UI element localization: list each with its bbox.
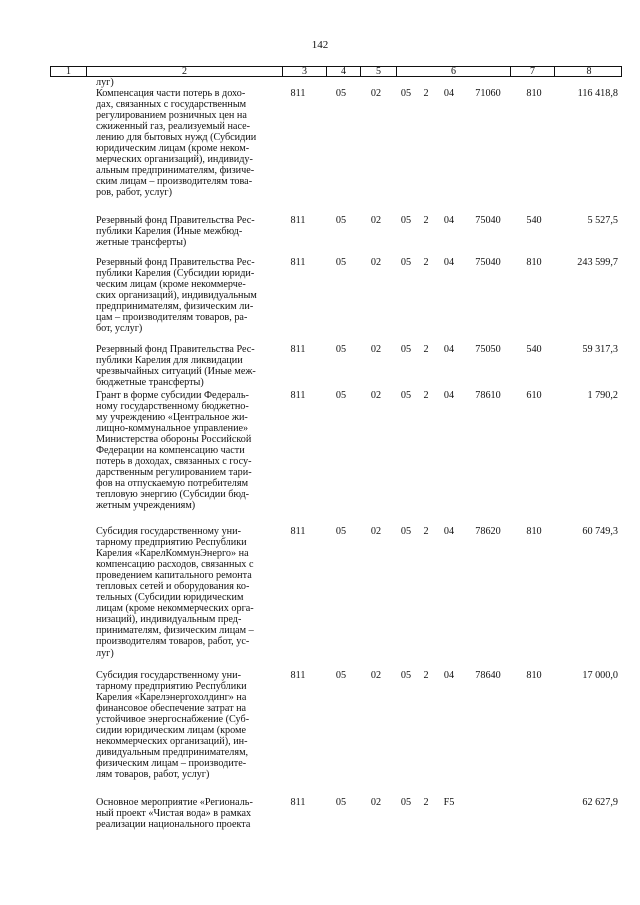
cell-program: 05 xyxy=(400,88,412,99)
cell-expense-type: 610 xyxy=(526,390,542,401)
description-line: бот, услуг) xyxy=(96,323,143,335)
cell-section: 05 xyxy=(335,215,347,226)
description-line: тепловую энергию (Субсидии бюд- xyxy=(96,489,250,501)
description-line: бюджетные трансферты) xyxy=(96,377,204,389)
description-line: принимателям, физическим лицам – xyxy=(96,625,254,637)
cell-program: 05 xyxy=(400,797,412,808)
description-line: публики Карелия (Субсидии юриди- xyxy=(96,268,255,280)
description-line: Компенсация части потерь в дохо- xyxy=(96,88,246,99)
cell-subprogram: 2 xyxy=(423,344,429,355)
cell-amount: 1 790,2 xyxy=(587,390,618,401)
description-line: жетным учреждениям) xyxy=(96,500,196,512)
description-line: Субсидия государственному уни- xyxy=(96,526,241,537)
cell-subsection: 02 xyxy=(370,526,382,537)
cell-program: 05 xyxy=(400,526,412,537)
header-col-6: 6 xyxy=(397,67,511,76)
header-col-5: 5 xyxy=(361,67,397,76)
cell-subprogram: 2 xyxy=(423,390,429,401)
description-line: тарному предприятию Республики xyxy=(96,537,247,549)
row-description xyxy=(96,390,264,512)
description-line: дивидуальным предпринимателям, xyxy=(96,747,249,759)
cell-admin-code: 811 xyxy=(290,88,306,99)
header-col-7: 7 xyxy=(511,67,555,76)
cell-subsection: 02 xyxy=(370,344,382,355)
description-line: лям товаров, работ, услуг) xyxy=(96,769,210,781)
cell-expense-type: 810 xyxy=(526,526,542,537)
description-line: некоммерческих организаций), ин- xyxy=(96,736,248,748)
header-col-1: 1 xyxy=(51,67,87,76)
cell-subsection: 02 xyxy=(370,88,382,99)
description-line: Основное мероприятие «Региональ- xyxy=(96,797,253,808)
description-line: предпринимателям, физическим ли- xyxy=(96,301,254,313)
cell-direction: 78620 xyxy=(475,526,501,537)
header-col-4: 4 xyxy=(327,67,361,76)
cell-event: 04 xyxy=(443,257,455,268)
description-line: Грант в форме субсидии Федераль- xyxy=(96,390,249,401)
description-line: потерь в доходах, связанных с госу- xyxy=(96,456,252,468)
description-line: производителям товаров, работ, ус- xyxy=(96,636,250,648)
cell-section: 05 xyxy=(335,257,347,268)
description-line: мерческих организаций), индивиду- xyxy=(96,154,253,166)
description-line: ров, работ, услуг) xyxy=(96,187,172,199)
cell-program: 05 xyxy=(400,215,412,226)
cell-direction: 78640 xyxy=(475,670,501,681)
description-line: ческим лицам (кроме некоммерче- xyxy=(96,279,246,291)
cell-event: 04 xyxy=(443,670,455,681)
cell-program: 05 xyxy=(400,670,412,681)
cell-event: 04 xyxy=(443,344,455,355)
description-line: лищно-коммунальное управление» xyxy=(96,423,249,435)
description-line: Карелия «КарелКоммунЭнерго» на xyxy=(96,548,249,560)
description-line: юридическим лицам (кроме неком- xyxy=(96,143,250,155)
cell-amount: 116 418,8 xyxy=(577,88,618,99)
cell-direction: 78610 xyxy=(475,390,501,401)
description-line: лицам (кроме некоммерческих орга- xyxy=(96,603,254,615)
row-description xyxy=(96,526,264,659)
cell-event: 04 xyxy=(443,390,455,401)
cell-program: 05 xyxy=(400,390,412,401)
cell-direction: 75040 xyxy=(475,215,501,226)
cell-admin-code: 811 xyxy=(290,215,306,226)
cell-section: 05 xyxy=(335,344,347,355)
row-description xyxy=(96,77,264,88)
cell-direction: 75050 xyxy=(475,344,501,355)
description-line: луг) xyxy=(96,647,114,659)
description-line: тепловых сетей и оборудования ко- xyxy=(96,581,250,593)
description-line: дарственным регулированием тари- xyxy=(96,467,252,479)
row-description xyxy=(96,215,264,248)
row-description xyxy=(96,88,264,198)
description-line: тарному предприятию Республики xyxy=(96,681,247,693)
description-line: сидии юридическим лицам (кроме xyxy=(96,725,247,737)
cell-event: 04 xyxy=(443,215,455,226)
description-line: низаций), индивидуальным пред- xyxy=(96,614,242,626)
description-line: Резервный фонд Правительства Рес- xyxy=(96,257,255,268)
cell-program: 05 xyxy=(400,257,412,268)
description-line: цам – производителям товаров, ра- xyxy=(96,312,248,324)
description-line: Федерации на компенсацию части xyxy=(96,445,245,457)
description-line: физическим лицам – производите- xyxy=(96,758,247,770)
cell-amount: 59 317,3 xyxy=(582,344,618,355)
cell-subsection: 02 xyxy=(370,215,382,226)
cell-event: F5 xyxy=(443,797,455,808)
description-line: тельных (Субсидии юридическим xyxy=(96,592,244,604)
description-line: компенсацию расходов, связанных с xyxy=(96,559,254,571)
description-line: устойчивое энергоснабжение (Суб- xyxy=(96,714,250,726)
description-line: чрезвычайных ситуаций (Иные меж- xyxy=(96,366,256,378)
row-description xyxy=(96,670,264,780)
description-line: публики Карелия (Иные межбюд- xyxy=(96,226,243,238)
cell-expense-type: 810 xyxy=(526,670,542,681)
description-line: проведением капитального ремонта xyxy=(96,570,252,582)
cell-admin-code: 811 xyxy=(290,257,306,268)
cell-admin-code: 811 xyxy=(290,670,306,681)
cell-subprogram: 2 xyxy=(423,526,429,537)
cell-direction: 71060 xyxy=(475,88,501,99)
cell-direction: 75040 xyxy=(475,257,501,268)
description-line: ный проект «Чистая вода» в рамках xyxy=(96,808,252,820)
description-line: ских организаций), индивидуальным xyxy=(96,290,257,302)
header-col-2: 2 xyxy=(87,67,283,76)
header-col-8: 8 xyxy=(586,66,592,77)
description-line: альным предпринимателям, физиче- xyxy=(96,165,255,177)
row-description xyxy=(96,257,264,334)
description-line: Субсидия государственному уни- xyxy=(96,670,241,681)
cell-amount: 62 627,9 xyxy=(582,797,618,808)
cell-admin-code: 811 xyxy=(290,526,306,537)
description-line: Резервный фонд Правительства Рес- xyxy=(96,344,255,355)
table-header xyxy=(50,66,622,77)
cell-event: 04 xyxy=(443,88,455,99)
cell-subprogram: 2 xyxy=(423,88,429,99)
description-line: жетные трансферты) xyxy=(96,237,187,249)
cell-amount: 5 527,5 xyxy=(587,215,618,226)
cell-event: 04 xyxy=(443,526,455,537)
cell-amount: 17 000,0 xyxy=(582,670,618,681)
description-line: Карелия «Карелэнергохолдинг» на xyxy=(96,692,247,704)
cell-admin-code: 811 xyxy=(290,390,306,401)
cell-section: 05 xyxy=(335,88,347,99)
description-line: фов на отпускаемую потребителям xyxy=(96,478,249,490)
row-description xyxy=(96,797,264,830)
cell-subprogram: 2 xyxy=(423,670,429,681)
cell-amount: 243 599,7 xyxy=(577,257,618,268)
description-line: финансовое обеспечение затрат на xyxy=(96,703,247,715)
description-line: Резервный фонд Правительства Рес- xyxy=(96,215,255,226)
cell-section: 05 xyxy=(335,390,347,401)
cell-subprogram: 2 xyxy=(423,257,429,268)
header-col-3: 3 xyxy=(283,67,327,76)
cell-admin-code: 811 xyxy=(290,797,306,808)
cell-expense-type: 810 xyxy=(526,257,542,268)
cell-expense-type: 540 xyxy=(526,344,542,355)
cell-admin-code: 811 xyxy=(290,344,306,355)
cell-program: 05 xyxy=(400,344,412,355)
description-line: Министерства обороны Российской xyxy=(96,434,252,446)
description-line: дах, связанных с государственным xyxy=(96,99,247,111)
description-line: лению для бытовых нужд (Субсидии xyxy=(96,132,257,144)
cell-subprogram: 2 xyxy=(423,797,429,808)
description-line: реализации национального проекта xyxy=(96,819,251,831)
cell-expense-type: 810 xyxy=(526,88,542,99)
description-line: сжиженный газ, реализуемый насе- xyxy=(96,121,251,133)
cell-section: 05 xyxy=(335,797,347,808)
row-description xyxy=(96,344,264,388)
cell-expense-type: 540 xyxy=(526,215,542,226)
description-line: ному государственному бюджетно- xyxy=(96,401,249,413)
cell-section: 05 xyxy=(335,526,347,537)
cell-subsection: 02 xyxy=(370,257,382,268)
description-line: луг) xyxy=(96,77,114,88)
cell-section: 05 xyxy=(335,670,347,681)
description-line: публики Карелия для ликвидации xyxy=(96,355,243,367)
description-line: му учреждению «Центральное жи- xyxy=(96,412,248,424)
description-line: ским лицам – производителям това- xyxy=(96,176,253,188)
cell-subsection: 02 xyxy=(370,797,382,808)
cell-amount: 60 749,3 xyxy=(582,526,618,537)
description-line: регулированием розничных цен на xyxy=(96,110,247,122)
cell-subprogram: 2 xyxy=(423,215,429,226)
cell-subsection: 02 xyxy=(370,670,382,681)
cell-subsection: 02 xyxy=(370,390,382,401)
page-number: 142 xyxy=(311,39,329,51)
